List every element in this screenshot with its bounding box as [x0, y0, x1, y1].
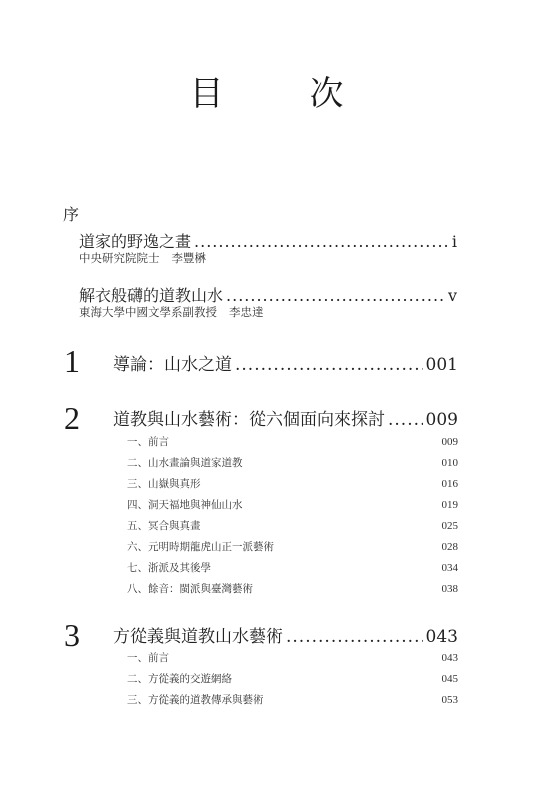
- toc-subentry-page: 038: [441, 583, 458, 595]
- toc-subentry[interactable]: [127, 650, 458, 665]
- toc-entry-title: 方從義與道教山水藝術: [113, 627, 283, 647]
- toc-subentry[interactable]: [127, 539, 458, 554]
- toc-subentry-page: 043: [441, 652, 458, 664]
- toc-subentry[interactable]: [127, 518, 458, 533]
- toc-subentry[interactable]: [127, 692, 458, 707]
- leader-dots: [226, 286, 445, 305]
- leader-dots: [388, 410, 423, 430]
- toc-entry-page: 001: [425, 355, 458, 375]
- toc-entry-preface-2[interactable]: [79, 283, 457, 306]
- leader-dots: [194, 232, 449, 251]
- toc-subentry-page: 010: [441, 457, 458, 469]
- chapter-number: 3: [64, 617, 80, 653]
- toc-entry-chapter-1[interactable]: [113, 350, 458, 375]
- toc-subentry-title: 二、方從義的交遊網絡: [127, 673, 232, 685]
- toc-subentry-title: 七、浙派及其後學: [127, 562, 211, 574]
- toc-subentry[interactable]: [127, 497, 458, 512]
- toc-subentry-title: 五、冥合與真畫: [127, 520, 201, 532]
- author-name: 李豐楙: [171, 251, 206, 265]
- toc-subentry-page: 009: [441, 436, 458, 448]
- toc-entry-title: 道教與山水藝術：從六個面向來探討: [113, 410, 385, 430]
- toc-entry-title: 解衣般礴的道教山水: [79, 286, 224, 305]
- toc-entry-page: v: [447, 286, 457, 305]
- leader-dots: [235, 355, 423, 375]
- toc-subentry-title: 一、前言: [127, 652, 169, 664]
- toc-subentry-title: 八、餘音：閩派與臺灣藝術: [127, 583, 253, 595]
- toc-subentry-title: 六、元明時期龍虎山正一派藝術: [127, 541, 274, 553]
- toc-subentry-page: 019: [441, 499, 458, 511]
- toc-subentry-page: 028: [441, 541, 458, 553]
- preface-author: [79, 250, 206, 266]
- toc-subentry[interactable]: [127, 455, 458, 470]
- toc-subentry-title: 三、方從義的道教傳承與藝術: [127, 694, 264, 706]
- toc-entry-chapter-2[interactable]: [113, 405, 458, 430]
- leader-dots: [286, 627, 423, 647]
- toc-subentry[interactable]: [127, 581, 458, 596]
- toc-subentry-page: 025: [441, 520, 458, 532]
- page-title: 目 次: [189, 74, 370, 114]
- toc-entry-preface-1[interactable]: [79, 229, 457, 252]
- toc-subentry[interactable]: [127, 671, 458, 686]
- toc-subentry[interactable]: [127, 434, 458, 449]
- author-name: 李忠達: [229, 305, 264, 319]
- toc-subentry-page: 045: [441, 673, 458, 685]
- toc-subentry-page: 053: [441, 694, 458, 706]
- toc-entry-page: 043: [425, 627, 458, 647]
- preface-label: 序: [63, 205, 80, 224]
- toc-subentry-title: 二、山水畫論與道家道教: [127, 457, 243, 469]
- toc-subentry-title: 一、前言: [127, 436, 169, 448]
- toc-subentry-page: 016: [441, 478, 458, 490]
- toc-entry-chapter-3[interactable]: [113, 622, 458, 647]
- toc-subentry-page: 034: [441, 562, 458, 574]
- chapter-number: 1: [64, 343, 80, 379]
- toc-subentry[interactable]: [127, 560, 458, 575]
- chapter-number: 2: [64, 400, 80, 436]
- toc-entry-title: 導論：山水之道: [113, 355, 232, 375]
- author-title: 東海大學中國文學系副教授: [79, 305, 217, 319]
- toc-entry-page: i: [451, 232, 457, 251]
- toc-subentry[interactable]: [127, 476, 458, 491]
- toc-entry-title: 道家的野逸之畫: [79, 232, 192, 251]
- author-title: 中央研究院院士: [79, 251, 160, 265]
- toc-subentry-title: 三、山嶽與真形: [127, 478, 201, 490]
- toc-entry-page: 009: [425, 410, 458, 430]
- preface-author: [79, 304, 264, 320]
- toc-subentry-title: 四、洞天福地與神仙山水: [127, 499, 243, 511]
